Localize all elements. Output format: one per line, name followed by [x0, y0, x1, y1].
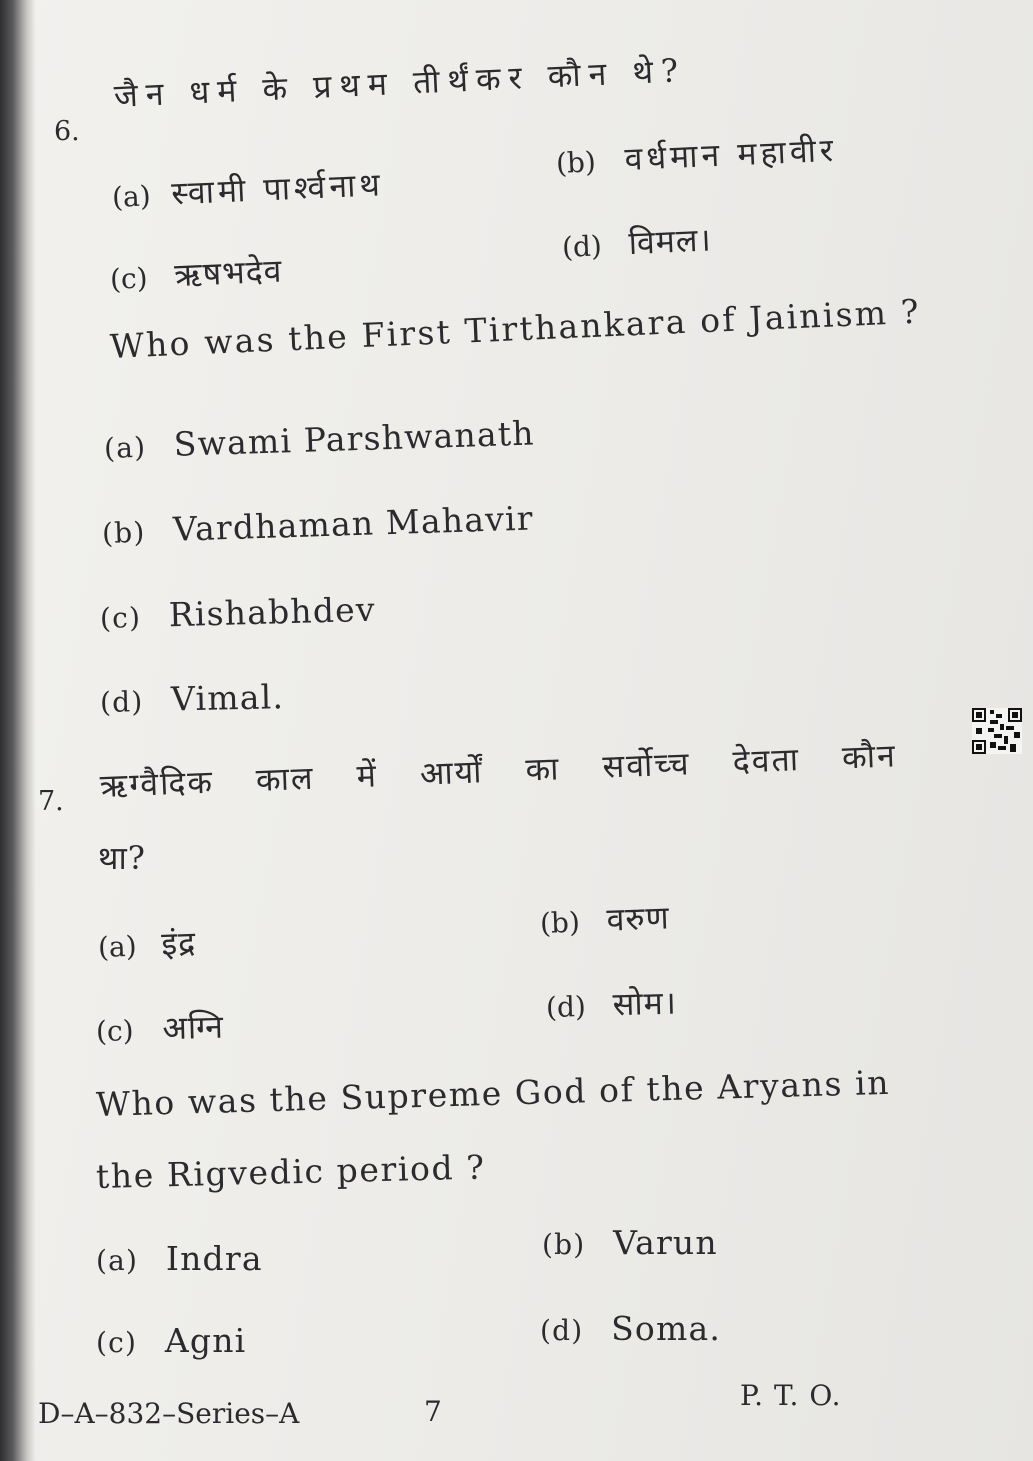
q6-english-option-b [101, 498, 535, 550]
q7-hindi-option-d [545, 983, 678, 1024]
option-label: (d) [540, 1314, 584, 1347]
q7-english-option-a [96, 1239, 263, 1278]
q6-hindi-option-d [561, 220, 713, 264]
option-label: (c) [99, 600, 142, 635]
option-text: इंद्र [160, 923, 197, 963]
option-text: Swami Parshwanath [173, 413, 536, 464]
footer-page-number: 7 [424, 1395, 442, 1428]
q6-english-option-c [99, 589, 377, 635]
footer-pto: P. T. O. [740, 1379, 842, 1412]
option-text: ऋषभदेव [173, 251, 284, 295]
q6-hindi-option-c [109, 251, 284, 296]
question-7-hindi-line1: ऋग्वैदिक काल में आर्यों का सर्वोच्च देवता कौन [99, 736, 898, 805]
option-label: (d) [99, 685, 144, 719]
q7-english-option-b [542, 1223, 718, 1262]
q6-hindi-option-b [555, 130, 838, 180]
question-6-english-text: Who was the First Tirthankara of Jainism ? [109, 291, 922, 366]
question-7-english-line2: the Rigvedic period ? [95, 1147, 487, 1196]
q7-english-option-c [96, 1321, 247, 1360]
option-text: Vardhaman Mahavir [172, 498, 535, 549]
option-text: वरुण [605, 898, 671, 939]
q7-hindi-option-b [539, 898, 671, 940]
option-label: (d) [545, 989, 587, 1024]
option-label: (b) [101, 515, 146, 550]
option-label: (b) [542, 1228, 586, 1261]
option-label: (a) [97, 929, 138, 964]
q6-hindi-option-a [111, 165, 385, 214]
option-text: अग्नि [161, 1007, 225, 1048]
option-label: (c) [96, 1326, 138, 1359]
question-7-number: 7. [38, 786, 64, 817]
question-7-english-line1: Who was the Supreme God of the Aryans in [95, 1062, 891, 1124]
footer-paper-code: D–A–832–Series–A [38, 1397, 300, 1430]
q6-english-option-d [99, 677, 285, 719]
q6-english-option-a [103, 413, 536, 465]
question-7-hindi-line2: था? [98, 839, 146, 877]
option-text: Varun [613, 1223, 718, 1262]
option-label: (d) [561, 229, 603, 264]
option-label: (a) [111, 179, 152, 214]
option-label: (c) [95, 1014, 134, 1048]
page-binding-shadow [0, 0, 36, 1461]
option-text: Soma. [611, 1309, 722, 1348]
option-text: स्वामी पार्श्वनाथ [170, 165, 385, 213]
option-text: Indra [165, 1239, 263, 1278]
option-text: Vimal. [170, 677, 285, 719]
option-text: विमल। [627, 220, 713, 263]
option-label: (a) [103, 430, 147, 465]
option-text: वर्धमान महावीर [623, 130, 838, 178]
question-6-number: 6. [54, 116, 80, 147]
option-text: Rishabhdev [168, 589, 377, 635]
option-label: (b) [539, 905, 581, 940]
option-label: (b) [555, 145, 597, 180]
q7-english-option-d [540, 1309, 722, 1348]
option-text: सोम। [612, 983, 678, 1024]
option-label: (c) [109, 261, 149, 296]
question-6-hindi-text: जैन धर्म के प्रथम तीर्थंकर कौन थे? [113, 51, 687, 115]
q7-hindi-option-a [97, 923, 197, 964]
q7-hindi-option-c [95, 1007, 225, 1048]
option-text: Agni [164, 1321, 247, 1360]
qr-code-icon [972, 708, 1022, 754]
option-label: (a) [96, 1244, 139, 1277]
